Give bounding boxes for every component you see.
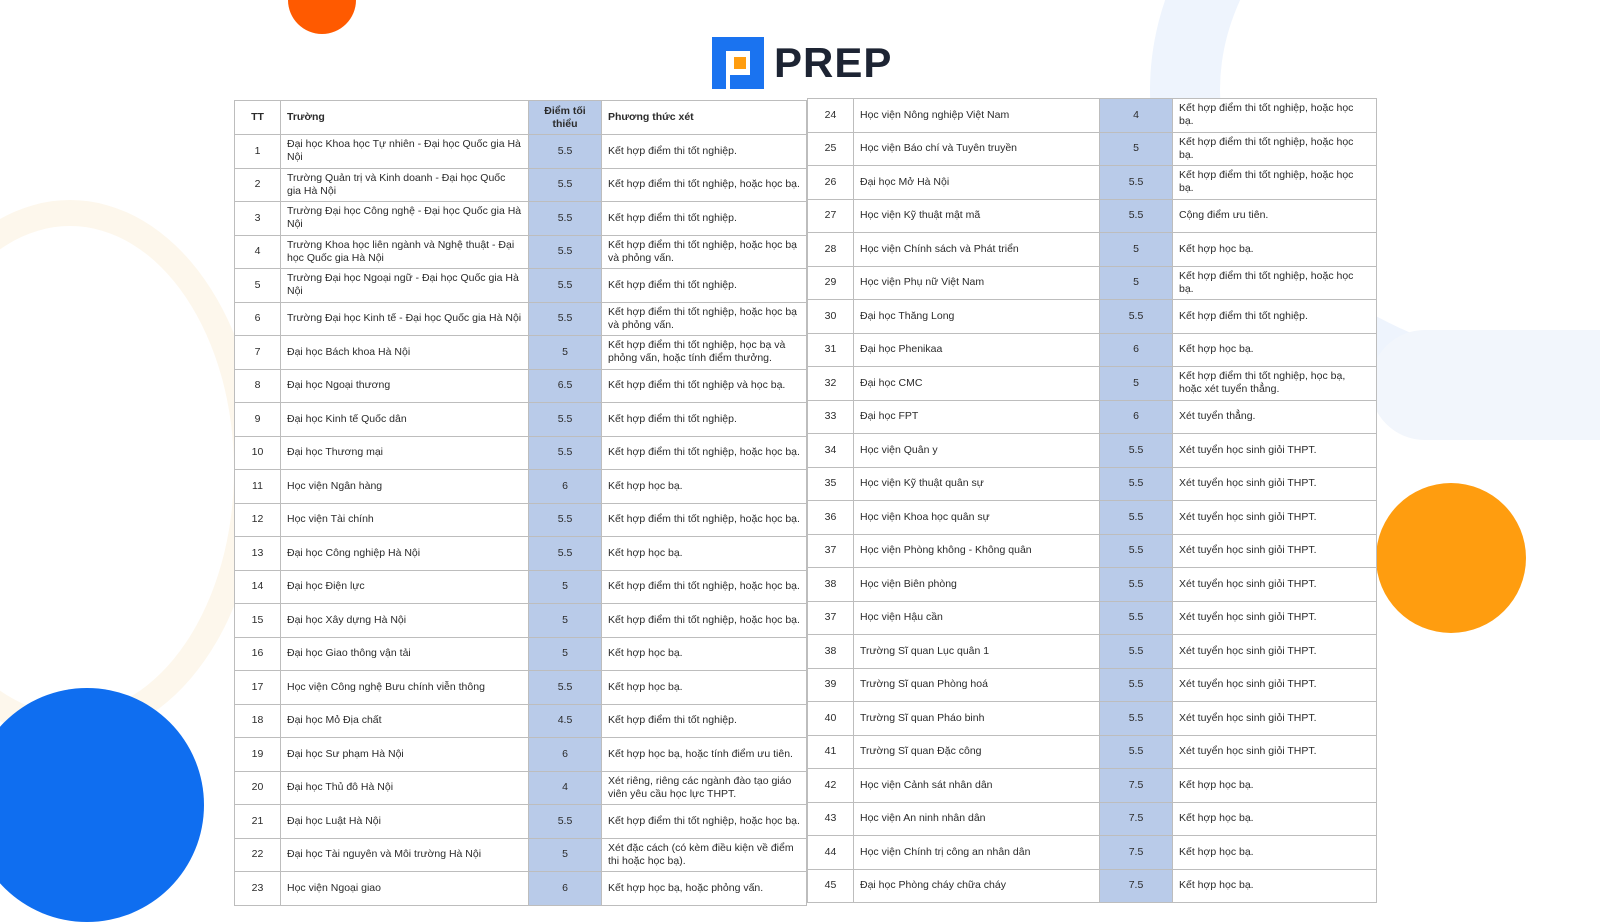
cell-score: 6.5 [529, 369, 602, 403]
cell-tt: 23 [235, 872, 281, 906]
table-row [808, 501, 1377, 535]
cell-school: Học viện Nông nghiệp Việt Nam [854, 99, 1100, 133]
table-row [808, 668, 1377, 702]
cell-score: 6 [529, 872, 602, 906]
cell-tt: 35 [808, 467, 854, 501]
cell-tt: 45 [808, 869, 854, 903]
cell-tt: 29 [808, 266, 854, 300]
cell-tt: 13 [235, 537, 281, 571]
table-row [808, 735, 1377, 769]
cell-method: Kết hợp điểm thi tốt nghiệp, hoặc học bạ và phỏng vấn. [602, 302, 807, 336]
cell-school: Đại học Kinh tế Quốc dân [281, 403, 529, 437]
cell-method: Kết hợp học bạ. [1173, 769, 1377, 803]
table-row [808, 702, 1377, 736]
prep-logo-icon [712, 37, 764, 89]
table-row [235, 135, 807, 169]
cell-school: Học viện Công nghệ Bưu chính viễn thông [281, 671, 529, 705]
cell-school: Đại học Mỏ Địa chất [281, 704, 529, 738]
cell-tt: 12 [235, 503, 281, 537]
decorative-band-right [1370, 330, 1600, 440]
cell-tt: 17 [235, 671, 281, 705]
prep-logo [712, 37, 892, 89]
table-row [808, 367, 1377, 401]
decorative-blue-circle-left [0, 688, 204, 922]
cell-tt: 43 [808, 802, 854, 836]
cell-school: Học viện Ngoại giao [281, 872, 529, 906]
cell-school: Học viện Phòng không - Không quân [854, 534, 1100, 568]
cell-tt: 44 [808, 836, 854, 870]
table-row [235, 168, 807, 202]
cell-method: Kết hợp điểm thi tốt nghiệp. [1173, 300, 1377, 334]
brand-name: PREP [774, 39, 893, 86]
cell-school: Học viện Kỹ thuật quân sự [854, 467, 1100, 501]
table-row [808, 635, 1377, 669]
cell-school: Trường Đại học Ngoại ngữ - Đại học Quốc gia Hà Nội [281, 269, 529, 303]
cell-score: 6 [1100, 400, 1173, 434]
cell-tt: 38 [808, 568, 854, 602]
cell-method: Kết hợp học bạ. [1173, 333, 1377, 367]
cell-tt: 2 [235, 168, 281, 202]
header-tt: TT [235, 101, 281, 135]
header-school: Trường [281, 101, 529, 135]
table-row [808, 769, 1377, 803]
cell-school: Đại học Tài nguyên và Môi trường Hà Nội [281, 838, 529, 872]
cell-school: Học viện Báo chí và Tuyên truyền [854, 132, 1100, 166]
table-row [808, 601, 1377, 635]
cell-tt: 16 [235, 637, 281, 671]
cell-score: 5.5 [529, 269, 602, 303]
cell-score: 5 [529, 604, 602, 638]
header-method: Phương thức xét [602, 101, 807, 135]
cell-school: Đại học Giao thông vận tải [281, 637, 529, 671]
cell-school: Đại học Thương mại [281, 436, 529, 470]
cell-method: Cộng điểm ưu tiên. [1173, 199, 1377, 233]
table-row [235, 436, 807, 470]
cell-tt: 33 [808, 400, 854, 434]
decorative-orange-circle-right [1376, 483, 1526, 633]
cell-tt: 40 [808, 702, 854, 736]
cell-score: 5.5 [529, 302, 602, 336]
cell-school: Trường Sĩ quan Pháo binh [854, 702, 1100, 736]
table-row [235, 269, 807, 303]
decorative-curve-left [0, 200, 260, 740]
cell-tt: 24 [808, 99, 854, 133]
cell-method: Kết hợp điểm thi tốt nghiệp, hoặc học bạ. [602, 436, 807, 470]
table-row [235, 403, 807, 437]
cell-score: 5.5 [1100, 300, 1173, 334]
cell-school: Học viện Kỹ thuật mật mã [854, 199, 1100, 233]
table-body-right [808, 99, 1377, 903]
cell-tt: 4 [235, 235, 281, 269]
cell-school: Đại học Luật Hà Nội [281, 805, 529, 839]
cell-score: 5.5 [529, 671, 602, 705]
cell-method: Xét tuyển học sinh giỏi THPT. [1173, 668, 1377, 702]
table-row [808, 836, 1377, 870]
table-row [235, 838, 807, 872]
cell-method: Kết hợp học bạ, hoặc tính điểm ưu tiên. [602, 738, 807, 772]
cell-school: Đại học Phenikaa [854, 333, 1100, 367]
cell-tt: 6 [235, 302, 281, 336]
table-row [808, 869, 1377, 903]
table-row [808, 333, 1377, 367]
cell-method: Kết hợp điểm thi tốt nghiệp, hoặc học bạ. [602, 604, 807, 638]
cell-tt: 34 [808, 434, 854, 468]
cell-tt: 14 [235, 570, 281, 604]
table-row [808, 266, 1377, 300]
cell-method: Kết hợp điểm thi tốt nghiệp, hoặc học bạ. [1173, 266, 1377, 300]
cell-school: Đại học Mở Hà Nội [854, 166, 1100, 200]
cell-score: 5.5 [1100, 735, 1173, 769]
table-row [235, 604, 807, 638]
cell-school: Học viện Tài chính [281, 503, 529, 537]
table-row [235, 302, 807, 336]
table-row [235, 570, 807, 604]
table-row [235, 537, 807, 571]
cell-method: Kết hợp học bạ. [1173, 869, 1377, 903]
cell-method: Xét tuyển học sinh giỏi THPT. [1173, 434, 1377, 468]
cell-school: Đại học CMC [854, 367, 1100, 401]
cell-school: Học viện Hậu cần [854, 601, 1100, 635]
table-body-left [235, 135, 807, 906]
cell-method: Kết hợp học bạ. [602, 671, 807, 705]
table-row [808, 400, 1377, 434]
cell-method: Kết hợp học bạ. [1173, 233, 1377, 267]
cell-method: Kết hợp điểm thi tốt nghiệp. [602, 269, 807, 303]
admission-table-right [807, 98, 1377, 903]
cell-school: Học viện An ninh nhân dân [854, 802, 1100, 836]
cell-method: Kết hợp học bạ. [1173, 802, 1377, 836]
table-row [235, 503, 807, 537]
cell-score: 5.5 [529, 202, 602, 236]
cell-tt: 41 [808, 735, 854, 769]
cell-score: 5 [529, 637, 602, 671]
cell-school: Học viện Phụ nữ Việt Nam [854, 266, 1100, 300]
cell-school: Đại học Xây dựng Hà Nội [281, 604, 529, 638]
cell-score: 5.5 [1100, 702, 1173, 736]
cell-score: 5.5 [529, 235, 602, 269]
cell-school: Học viện Ngân hàng [281, 470, 529, 504]
cell-score: 5 [529, 570, 602, 604]
cell-score: 5.5 [1100, 434, 1173, 468]
cell-score: 4.5 [529, 704, 602, 738]
table-row [235, 805, 807, 839]
cell-method: Kết hợp điểm thi tốt nghiệp, hoặc học bạ. [602, 570, 807, 604]
cell-method: Kết hợp điểm thi tốt nghiệp. [602, 704, 807, 738]
cell-school: Học viện Chính sách và Phát triển [854, 233, 1100, 267]
cell-tt: 38 [808, 635, 854, 669]
table-row [808, 434, 1377, 468]
cell-tt: 3 [235, 202, 281, 236]
cell-method: Kết hợp điểm thi tốt nghiệp, hoặc học bạ. [1173, 99, 1377, 133]
cell-method: Xét riêng, riêng các ngành đào tạo giáo viên yêu cầu học lực THPT. [602, 771, 807, 805]
cell-tt: 39 [808, 668, 854, 702]
table-row [808, 534, 1377, 568]
cell-tt: 19 [235, 738, 281, 772]
cell-school: Học viện Cảnh sát nhân dân [854, 769, 1100, 803]
cell-tt: 11 [235, 470, 281, 504]
cell-tt: 36 [808, 501, 854, 535]
table-row [235, 738, 807, 772]
cell-score: 5 [529, 336, 602, 370]
cell-score: 5.5 [1100, 601, 1173, 635]
cell-score: 5.5 [1100, 534, 1173, 568]
cell-method: Xét tuyển học sinh giỏi THPT. [1173, 467, 1377, 501]
cell-school: Đại học Phòng cháy chữa cháy [854, 869, 1100, 903]
cell-score: 5.5 [1100, 166, 1173, 200]
table-row [235, 771, 807, 805]
cell-tt: 25 [808, 132, 854, 166]
cell-tt: 15 [235, 604, 281, 638]
cell-school: Trường Sĩ quan Đặc công [854, 735, 1100, 769]
table-row [235, 704, 807, 738]
cell-score: 7.5 [1100, 769, 1173, 803]
table-row [808, 300, 1377, 334]
cell-school: Học viện Quân y [854, 434, 1100, 468]
cell-method: Kết hợp điểm thi tốt nghiệp. [602, 403, 807, 437]
cell-score: 5 [1100, 367, 1173, 401]
cell-method: Xét tuyển học sinh giỏi THPT. [1173, 702, 1377, 736]
cell-score: 7.5 [1100, 869, 1173, 903]
cell-method: Kết hợp học bạ. [602, 637, 807, 671]
cell-tt: 7 [235, 336, 281, 370]
cell-score: 5 [1100, 132, 1173, 166]
cell-method: Kết hợp điểm thi tốt nghiệp, hoặc học bạ. [1173, 132, 1377, 166]
cell-score: 5.5 [1100, 467, 1173, 501]
cell-score: 5.5 [529, 436, 602, 470]
decorative-orange-shape-top [288, 0, 356, 34]
cell-school: Đại học FPT [854, 400, 1100, 434]
cell-score: 5.5 [529, 503, 602, 537]
table-row [808, 199, 1377, 233]
cell-score: 6 [529, 470, 602, 504]
cell-tt: 9 [235, 403, 281, 437]
cell-method: Xét tuyển thẳng. [1173, 400, 1377, 434]
cell-school: Đại học Điện lực [281, 570, 529, 604]
cell-school: Trường Quản trị và Kinh doanh - Đại học Quốc gia Hà Nội [281, 168, 529, 202]
cell-school: Trường Sĩ quan Phòng hoá [854, 668, 1100, 702]
table-row [808, 467, 1377, 501]
cell-method: Kết hợp điểm thi tốt nghiệp. [602, 135, 807, 169]
cell-school: Trường Sĩ quan Lục quân 1 [854, 635, 1100, 669]
table-row [235, 470, 807, 504]
cell-method: Kết hợp học bạ, hoặc phỏng vấn. [602, 872, 807, 906]
table-row [808, 802, 1377, 836]
table-row [808, 132, 1377, 166]
cell-tt: 30 [808, 300, 854, 334]
cell-method: Xét tuyển học sinh giỏi THPT. [1173, 735, 1377, 769]
cell-tt: 10 [235, 436, 281, 470]
cell-school: Học viện Khoa học quân sự [854, 501, 1100, 535]
cell-method: Kết hợp điểm thi tốt nghiệp và học bạ. [602, 369, 807, 403]
cell-method: Xét tuyển học sinh giỏi THPT. [1173, 568, 1377, 602]
cell-score: 5.5 [1100, 568, 1173, 602]
cell-school: Đại học Thăng Long [854, 300, 1100, 334]
cell-score: 5.5 [1100, 501, 1173, 535]
cell-tt: 37 [808, 534, 854, 568]
cell-score: 6 [1100, 333, 1173, 367]
cell-method: Kết hợp điểm thi tốt nghiệp, học bạ và phỏng vấn, hoặc tính điểm thưởng. [602, 336, 807, 370]
cell-score: 4 [1100, 99, 1173, 133]
cell-method: Kết hợp điểm thi tốt nghiệp, học bạ, hoặc xét tuyển thẳng. [1173, 367, 1377, 401]
cell-method: Kết hợp học bạ. [1173, 836, 1377, 870]
cell-score: 5.5 [529, 168, 602, 202]
cell-score: 6 [529, 738, 602, 772]
cell-score: 4 [529, 771, 602, 805]
cell-tt: 27 [808, 199, 854, 233]
cell-tt: 8 [235, 369, 281, 403]
cell-school: Đại học Thủ đô Hà Nội [281, 771, 529, 805]
cell-method: Xét tuyển học sinh giỏi THPT. [1173, 601, 1377, 635]
cell-tt: 21 [235, 805, 281, 839]
table-row [808, 166, 1377, 200]
cell-tt: 31 [808, 333, 854, 367]
cell-method: Xét tuyển học sinh giỏi THPT. [1173, 635, 1377, 669]
cell-method: Kết hợp điểm thi tốt nghiệp, hoặc học bạ và phỏng vấn. [602, 235, 807, 269]
cell-school: Đại học Sư phạm Hà Nội [281, 738, 529, 772]
table-row [235, 671, 807, 705]
cell-tt: 37 [808, 601, 854, 635]
cell-school: Đại học Bách khoa Hà Nội [281, 336, 529, 370]
cell-tt: 32 [808, 367, 854, 401]
cell-score: 5.5 [1100, 668, 1173, 702]
cell-method: Kết hợp điểm thi tốt nghiệp, hoặc học bạ. [1173, 166, 1377, 200]
cell-tt: 1 [235, 135, 281, 169]
cell-score: 5.5 [529, 537, 602, 571]
cell-school: Trường Đại học Công nghệ - Đại học Quốc gia Hà Nội [281, 202, 529, 236]
cell-school: Đại học Khoa học Tự nhiên - Đại học Quốc gia Hà Nội [281, 135, 529, 169]
cell-school: Học viện Biên phòng [854, 568, 1100, 602]
table-row [808, 233, 1377, 267]
cell-method: Kết hợp điểm thi tốt nghiệp, hoặc học bạ. [602, 168, 807, 202]
cell-score: 5 [1100, 266, 1173, 300]
cell-tt: 28 [808, 233, 854, 267]
cell-method: Xét tuyển học sinh giỏi THPT. [1173, 534, 1377, 568]
cell-school: Trường Đại học Kinh tế - Đại học Quốc gia Hà Nội [281, 302, 529, 336]
cell-score: 7.5 [1100, 802, 1173, 836]
cell-method: Kết hợp học bạ. [602, 470, 807, 504]
cell-tt: 5 [235, 269, 281, 303]
cell-score: 5.5 [1100, 635, 1173, 669]
cell-school: Đại học Công nghiệp Hà Nội [281, 537, 529, 571]
table-row [235, 369, 807, 403]
cell-score: 5.5 [529, 135, 602, 169]
table-header-row [235, 101, 807, 135]
cell-score: 5 [529, 838, 602, 872]
cell-score: 5.5 [1100, 199, 1173, 233]
cell-score: 5.5 [529, 403, 602, 437]
cell-method: Kết hợp học bạ. [602, 537, 807, 571]
cell-method: Xét tuyển học sinh giỏi THPT. [1173, 501, 1377, 535]
cell-tt: 20 [235, 771, 281, 805]
cell-method: Kết hợp điểm thi tốt nghiệp, hoặc học bạ. [602, 805, 807, 839]
table-row [235, 637, 807, 671]
cell-tt: 22 [235, 838, 281, 872]
admission-table-left [234, 100, 807, 906]
header-score: Điểm tối thiểu [529, 101, 602, 135]
table-row [808, 99, 1377, 133]
cell-score: 5 [1100, 233, 1173, 267]
table-row [235, 202, 807, 236]
table-row [808, 568, 1377, 602]
cell-tt: 26 [808, 166, 854, 200]
cell-score: 7.5 [1100, 836, 1173, 870]
cell-school: Học viện Chính trị công an nhân dân [854, 836, 1100, 870]
table-row [235, 235, 807, 269]
cell-school: Trường Khoa học liên ngành và Nghệ thuật - Đại học Quốc gia Hà Nội [281, 235, 529, 269]
cell-method: Kết hợp điểm thi tốt nghiệp, hoặc học bạ. [602, 503, 807, 537]
cell-tt: 42 [808, 769, 854, 803]
cell-method: Kết hợp điểm thi tốt nghiệp. [602, 202, 807, 236]
cell-method: Xét đặc cách (có kèm điều kiện về điểm thi hoặc học bạ). [602, 838, 807, 872]
cell-score: 5.5 [529, 805, 602, 839]
cell-tt: 18 [235, 704, 281, 738]
table-row [235, 336, 807, 370]
cell-school: Đại học Ngoại thương [281, 369, 529, 403]
